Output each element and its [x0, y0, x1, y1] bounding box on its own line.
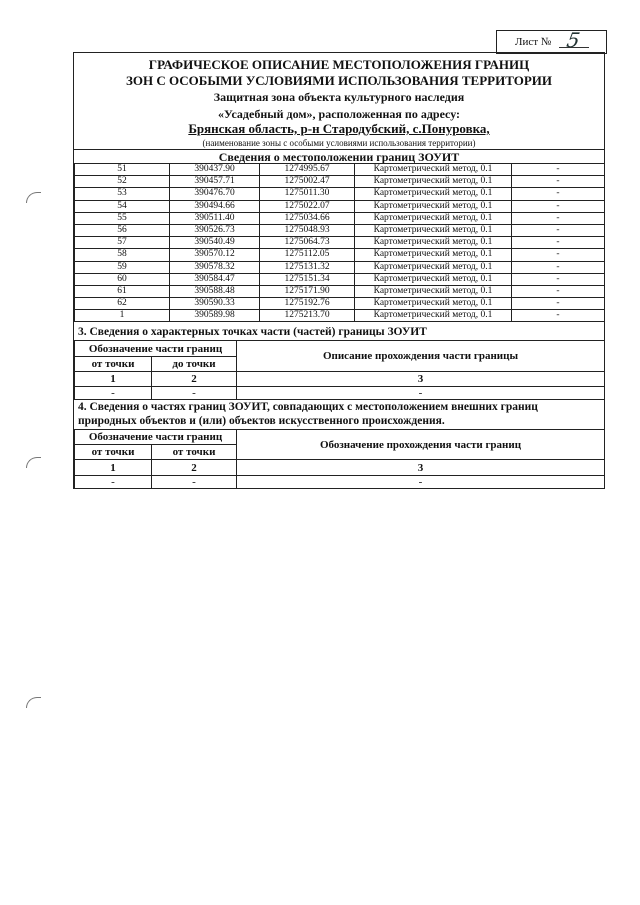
s4-num-from: 1	[75, 460, 152, 476]
doc-subtitle-line4: «Усадебный дом», расположенная по адресу:	[217, 107, 461, 121]
description-cell: -	[512, 176, 605, 188]
point-number-cell: 61	[75, 285, 170, 297]
s3-from-header: от точки	[75, 357, 152, 372]
point-number-cell: 56	[75, 224, 170, 236]
s4-desc-header: Обозначение прохождения части границ	[237, 430, 605, 460]
point-number-cell: 1	[75, 310, 170, 322]
section3-table	[74, 340, 605, 400]
description-cell: -	[512, 237, 605, 249]
point-number-cell: 55	[75, 212, 170, 224]
coord-y-cell: 1275112.05	[260, 249, 355, 261]
description-cell: -	[512, 273, 605, 285]
table-row	[75, 285, 605, 297]
coord-y-cell: 1275011.30	[260, 188, 355, 200]
method-cell: Картометрический метод, 0.1	[355, 212, 512, 224]
s4-num-to: 2	[152, 460, 237, 476]
coord-x-cell: 390589.98	[170, 310, 260, 322]
coord-x-cell: 390511.40	[170, 212, 260, 224]
point-number-cell: 59	[75, 261, 170, 273]
s3-row-to: -	[152, 387, 237, 400]
s3-group-header: Обозначение части границ	[75, 341, 237, 357]
coord-y-cell: 1275048.93	[260, 224, 355, 236]
method-cell: Картометрический метод, 0.1	[355, 224, 512, 236]
section2-title: Сведения о местоположении границ ЗОУИТ	[218, 150, 460, 164]
section4-title-line2: природных объектов и (или) объектов искусственного происхождения.	[78, 415, 445, 427]
punch-hole-mark	[26, 192, 41, 203]
method-cell: Картометрический метод, 0.1	[355, 164, 512, 176]
s3-row-desc: -	[237, 387, 605, 400]
coord-x-cell: 390578.32	[170, 261, 260, 273]
table-row	[75, 310, 605, 322]
coord-x-cell: 390540.49	[170, 237, 260, 249]
coord-x-cell: 390476.70	[170, 188, 260, 200]
description-cell: -	[512, 224, 605, 236]
s3-num-from: 1	[75, 372, 152, 387]
coord-x-cell: 390526.73	[170, 224, 260, 236]
coord-x-cell: 390457.71	[170, 176, 260, 188]
punch-hole-mark	[26, 697, 41, 708]
sheet-number: 5	[564, 28, 582, 52]
doc-title-line2: ЗОН С ОСОБЫМИ УСЛОВИЯМИ ИСПОЛЬЗОВАНИЯ ТЕРРИТОРИИ	[126, 73, 552, 88]
point-number-cell: 53	[75, 188, 170, 200]
doc-title-line1: ГРАФИЧЕСКОЕ ОПИСАНИЕ МЕСТОПОЛОЖЕНИЯ ГРАНИЦ	[148, 57, 530, 72]
table-row	[75, 273, 605, 285]
method-cell: Картометрический метод, 0.1	[355, 261, 512, 273]
coord-x-cell: 390570.12	[170, 249, 260, 261]
s4-row-from: -	[75, 476, 152, 489]
section4-table	[74, 429, 605, 489]
s3-to-header: до точки	[152, 357, 237, 372]
s4-row-desc: -	[237, 476, 605, 489]
s4-row-to: -	[152, 476, 237, 489]
table-row	[75, 164, 605, 176]
s4-to-header: от точки	[152, 445, 237, 460]
table-row	[75, 298, 605, 310]
coord-x-cell: 390588.48	[170, 285, 260, 297]
description-cell: -	[512, 212, 605, 224]
doc-address	[74, 121, 604, 137]
method-cell: Картометрический метод, 0.1	[355, 237, 512, 249]
point-number-cell: 60	[75, 273, 170, 285]
description-cell: -	[512, 249, 605, 261]
description-cell: -	[512, 164, 605, 176]
table-row	[75, 224, 605, 236]
s3-num-desc: 3	[237, 372, 605, 387]
coord-y-cell: 1275213.70	[260, 310, 355, 322]
s4-from-header: от точки	[75, 445, 152, 460]
coordinates-table	[74, 163, 605, 322]
coord-x-cell: 390584.47	[170, 273, 260, 285]
punch-hole-mark	[26, 457, 41, 468]
table-row	[75, 261, 605, 273]
table-row	[75, 237, 605, 249]
coord-x-cell: 390590.33	[170, 298, 260, 310]
s3-row-from: -	[75, 387, 152, 400]
coord-y-cell: 1275171.90	[260, 285, 355, 297]
s3-num-to: 2	[152, 372, 237, 387]
coord-x-cell: 390437.90	[170, 164, 260, 176]
point-number-cell: 51	[75, 164, 170, 176]
doc-zone-caption: (наименование зоны с особыми условиями использования территории)	[202, 138, 476, 148]
method-cell: Картометрический метод, 0.1	[355, 285, 512, 297]
table-row	[75, 176, 605, 188]
coord-y-cell: 1275022.07	[260, 200, 355, 212]
description-cell: -	[512, 200, 605, 212]
method-cell: Картометрический метод, 0.1	[355, 176, 512, 188]
method-cell: Картометрический метод, 0.1	[355, 310, 512, 322]
description-cell: -	[512, 298, 605, 310]
description-cell: -	[512, 310, 605, 322]
doc-subtitle-line3: Защитная зона объекта культурного наследия	[213, 90, 465, 104]
s4-num-desc: 3	[237, 460, 605, 476]
point-number-cell: 58	[75, 249, 170, 261]
method-cell: Картометрический метод, 0.1	[355, 298, 512, 310]
coord-y-cell: 1275064.73	[260, 237, 355, 249]
point-number-cell: 54	[75, 200, 170, 212]
coord-y-cell: 1275131.32	[260, 261, 355, 273]
method-cell: Картометрический метод, 0.1	[355, 273, 512, 285]
coord-y-cell: 1275034.66	[260, 212, 355, 224]
s4-group-header: Обозначение части границ	[75, 430, 237, 445]
method-cell: Картометрический метод, 0.1	[355, 188, 512, 200]
coord-y-cell: 1274995.67	[260, 164, 355, 176]
section4-title	[78, 400, 538, 428]
coord-y-cell: 1275002.47	[260, 176, 355, 188]
description-cell: -	[512, 188, 605, 200]
method-cell: Картометрический метод, 0.1	[355, 249, 512, 261]
sheet-label: Лист №	[515, 36, 552, 48]
point-number-cell: 57	[75, 237, 170, 249]
section4-title-line1: 4. Сведения о частях границ ЗОУИТ, совпадающих с местоположением внешних границ	[78, 401, 538, 413]
description-cell: -	[512, 285, 605, 297]
section3-title: 3. Сведения о характерных точках части (частей) границы ЗОУИТ	[78, 326, 427, 338]
s3-desc-header: Описание прохождения части границы	[237, 341, 605, 372]
coord-y-cell: 1275151.34	[260, 273, 355, 285]
point-number-cell: 62	[75, 298, 170, 310]
coord-y-cell: 1275192.76	[260, 298, 355, 310]
table-row	[75, 188, 605, 200]
document-frame	[73, 52, 605, 489]
table-row	[75, 249, 605, 261]
table-row	[75, 212, 605, 224]
method-cell: Картометрический метод, 0.1	[355, 200, 512, 212]
description-cell: -	[512, 261, 605, 273]
doc-address-text: Брянская область, р-н Стародубский, с.Понуровка,	[188, 121, 490, 136]
coord-x-cell: 390494.66	[170, 200, 260, 212]
table-row	[75, 200, 605, 212]
sheet-number-box	[496, 30, 607, 54]
point-number-cell: 52	[75, 176, 170, 188]
